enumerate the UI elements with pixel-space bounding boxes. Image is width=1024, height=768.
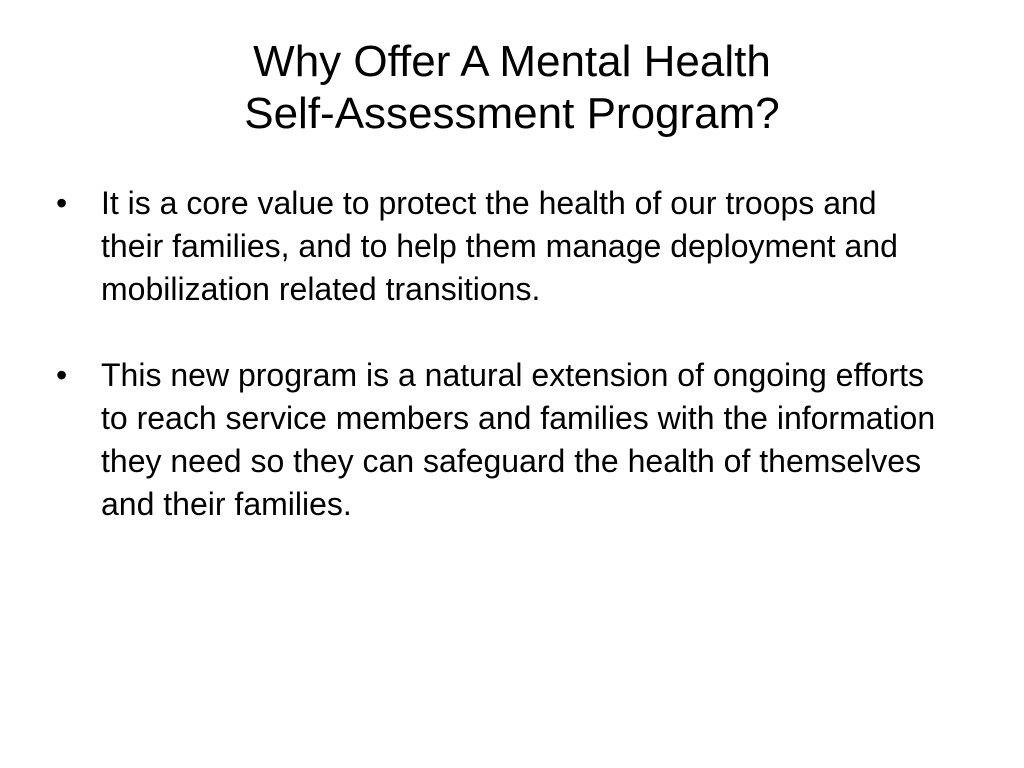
slide-title xyxy=(60,36,964,140)
bullet-text-1: It is a core value to protect the health of our troops and their families, and to help them manage deployment and mobilization related transitions. xyxy=(101,185,898,307)
bullet-marker: • xyxy=(56,357,68,393)
bullet-item-1 xyxy=(56,182,936,311)
slide-title-line-2: Self-Assessment Program? xyxy=(244,89,780,138)
bullet-text-2: This new program is a natural extension of ongoing efforts to reach service members and families with the information they need so they can safeguard the health of themselves and their families. xyxy=(101,357,936,522)
bullet-item-2 xyxy=(56,354,936,526)
slide-title-line-1: Why Offer A Mental Health xyxy=(253,37,771,86)
bullet-list xyxy=(56,182,936,569)
bullet-marker: • xyxy=(56,185,68,221)
